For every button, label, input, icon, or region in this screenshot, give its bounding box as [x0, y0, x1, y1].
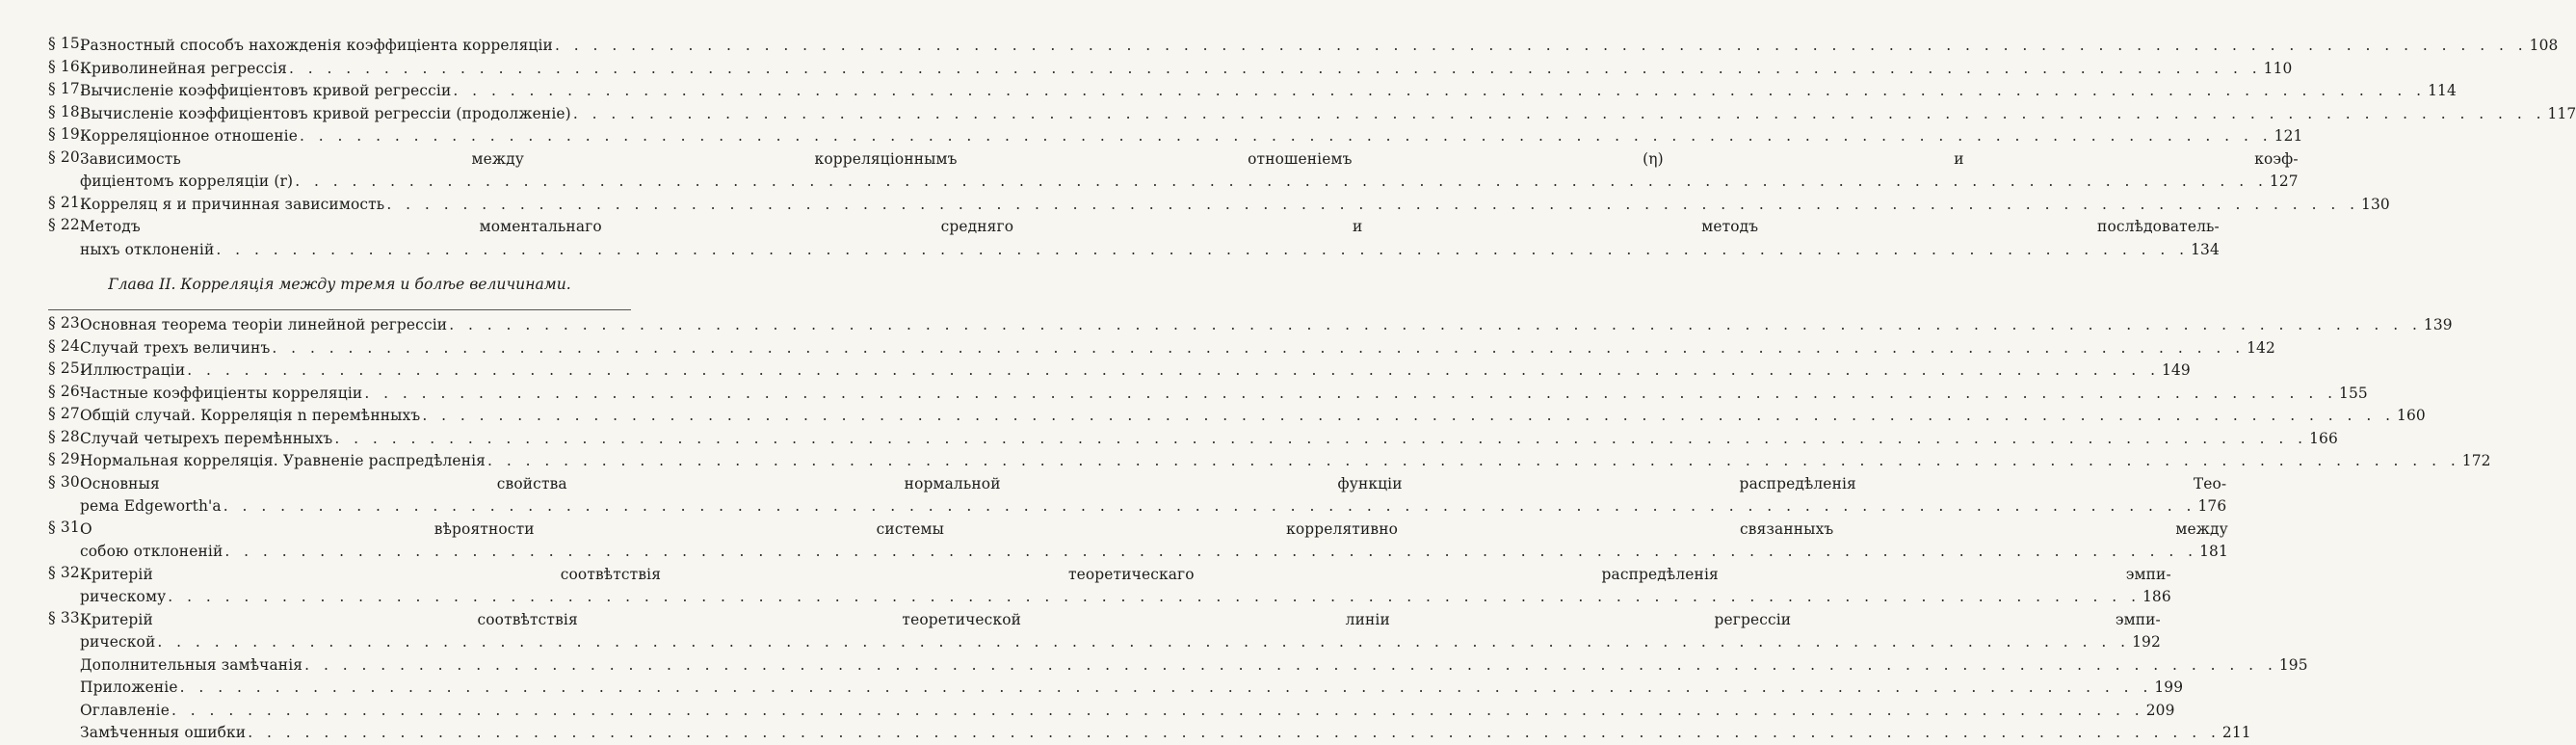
dot-leader	[272, 337, 2245, 360]
entry-line	[80, 405, 2426, 428]
entry-line	[80, 450, 2491, 473]
toc-entry[interactable]	[48, 80, 2457, 103]
page-number: 121	[2274, 127, 2303, 145]
toc-entry[interactable]	[48, 450, 2491, 473]
entry-body	[80, 194, 2390, 217]
entry-line	[80, 564, 2171, 587]
section-number: § 28.	[48, 427, 85, 445]
section-number: § 30.	[48, 472, 85, 491]
page-number: 127	[2269, 173, 2299, 190]
page-number: 199	[2154, 678, 2184, 696]
entry-title-line: Зависимость между корреляціоннымъ отношеніемъ (η) и коэф-	[80, 149, 2299, 168]
page-number: 110	[2263, 59, 2293, 77]
page-number: 114	[2428, 82, 2457, 99]
page-number: 108	[2529, 37, 2559, 54]
section-number: § 22.	[48, 216, 85, 233]
entry-line	[80, 519, 2228, 542]
section-number: § 18.	[48, 102, 85, 120]
dot-leader	[334, 428, 2307, 451]
entry-line	[80, 58, 2292, 81]
dot-leader	[449, 314, 2422, 337]
section-number: § 15.	[48, 35, 85, 52]
section-number	[48, 700, 80, 723]
entry-body	[80, 450, 2491, 473]
entry-title-line: Общій случай. Корреляція n перемѣнныхъ	[80, 407, 421, 424]
page-number: 192	[2132, 633, 2161, 651]
entry-line	[80, 35, 2559, 58]
entry-body	[80, 80, 2457, 103]
toc-list-chapter-1	[48, 35, 2576, 261]
entry-line	[80, 428, 2338, 451]
entry-body	[80, 677, 2183, 700]
section-number: § 24.	[48, 336, 85, 355]
entry-line	[80, 80, 2457, 103]
entry-line	[80, 239, 2220, 262]
page-number: 172	[2461, 452, 2491, 469]
entry-line	[80, 171, 2299, 194]
section-number: § 16.	[48, 57, 85, 75]
entry-title-line: Корреляціонное отношеніе	[80, 127, 298, 145]
toc-entry[interactable]	[48, 193, 2390, 217]
entry-body	[80, 700, 2175, 723]
toc-entry[interactable]	[48, 147, 2299, 194]
dot-leader	[168, 586, 2141, 609]
dot-leader	[216, 239, 2189, 262]
entry-title-line: Корреляц я и причинная зависимость	[80, 195, 385, 213]
entry-title-line: О вѣроятности системы коррелятивно связанныхъ между	[80, 519, 2228, 538]
entry-line	[80, 383, 2368, 406]
dot-leader	[422, 405, 2395, 428]
entry-title-line: Случай четырехъ перемѣнныхъ	[80, 429, 333, 447]
entry-title-line: ныхъ отклоненій	[80, 240, 215, 258]
toc-entry[interactable]	[48, 472, 2227, 519]
entry-title-line: Основныя свойства нормальной функціи распредѣленія Тео-	[80, 474, 2227, 492]
dot-leader	[555, 35, 2528, 58]
entry-body	[80, 58, 2292, 81]
entry-body	[80, 216, 2220, 261]
chapter-heading: Глава II. Корреляція между тремя и болѣе величинами.	[108, 276, 571, 293]
entry-body	[80, 722, 2251, 745]
entry-line	[80, 148, 2299, 172]
entry-title-line: Критерій соотвѣтствія теоретическаго распредѣленія эмпи-	[80, 565, 2171, 583]
entry-line	[80, 314, 2453, 337]
dot-leader	[223, 495, 2196, 519]
entry-line	[80, 495, 2226, 519]
section-number	[48, 722, 80, 745]
entry-body	[80, 337, 2275, 360]
toc-entry[interactable]	[48, 57, 2293, 81]
dot-leader	[300, 125, 2273, 148]
toc-entry[interactable]	[48, 314, 2453, 337]
entry-title-line: Приложеніе	[80, 678, 178, 696]
entry-body	[80, 654, 2308, 678]
dot-leader	[171, 700, 2144, 723]
dot-leader	[224, 541, 2197, 564]
toc-entry[interactable]	[48, 722, 2251, 745]
entry-line	[80, 103, 2576, 126]
section-number: § 31.	[48, 518, 85, 536]
entry-title-line: фиціентомъ корреляціи (r)	[80, 173, 294, 190]
entry-line	[80, 700, 2175, 723]
entry-body	[80, 383, 2368, 406]
entry-title-line: Методъ моментальнаго средняго и методъ послѣдователь-	[80, 218, 2220, 235]
entry-line	[80, 359, 2191, 383]
section-number: § 29.	[48, 450, 85, 467]
page-number: 209	[2145, 701, 2175, 719]
page-number: 134	[2191, 240, 2220, 258]
section-number: § 26.	[48, 382, 85, 400]
page-number: 130	[2361, 195, 2390, 213]
section-number	[48, 654, 80, 678]
entry-title-line: Нормальная корреляція. Уравненіе распредѣленія	[80, 452, 486, 469]
toc-entry[interactable]	[48, 654, 2308, 678]
entry-title-line: Случай трехъ величинъ	[80, 338, 271, 357]
toc-entry[interactable]	[48, 336, 2275, 360]
entry-line	[80, 125, 2302, 148]
entry-body	[80, 103, 2576, 126]
page-number: 166	[2309, 429, 2338, 447]
entry-body	[80, 125, 2302, 148]
entry-line	[80, 586, 2171, 609]
entry-body	[80, 35, 2559, 58]
page-number: 195	[2278, 655, 2308, 674]
page-number: 176	[2197, 497, 2227, 515]
divider	[48, 309, 631, 310]
dot-leader	[364, 383, 2337, 406]
dot-leader	[157, 631, 2130, 654]
dot-leader	[453, 80, 2426, 103]
page-number: 211	[2221, 724, 2251, 741]
entry-title-line: собою отклоненій	[80, 543, 223, 560]
toc-entry[interactable]	[48, 518, 2228, 564]
entry-line	[80, 216, 2220, 239]
toc-entry[interactable]	[48, 216, 2220, 261]
entry-line	[80, 654, 2308, 678]
entry-title-line: Иллюстраціи	[80, 361, 186, 379]
section-number: § 17.	[48, 80, 85, 97]
section-number: § 20.	[48, 147, 85, 166]
toc-entry[interactable]	[48, 427, 2338, 451]
entry-line	[80, 631, 2161, 654]
entry-title-line: Разностный способъ нахожденія коэффиціента корреляціи	[80, 37, 553, 54]
entry-line	[80, 677, 2183, 700]
entry-line	[80, 194, 2390, 217]
page-number: 139	[2423, 316, 2453, 333]
toc-entry[interactable]	[48, 35, 2559, 58]
dot-leader	[187, 359, 2160, 383]
toc-entry[interactable]	[48, 677, 2184, 700]
page-number: 155	[2339, 384, 2368, 402]
section-number: § 32.	[48, 563, 85, 581]
section-number: § 33.	[48, 608, 85, 626]
dot-leader	[573, 103, 2546, 126]
section-number: § 23.	[48, 314, 85, 332]
toc-entry[interactable]	[48, 359, 2191, 383]
entry-title-line: Частные коэффиціенты корреляціи	[80, 384, 363, 402]
section-number: § 27.	[48, 405, 85, 422]
page-number: 117	[2547, 104, 2576, 122]
dot-leader	[304, 654, 2277, 678]
toc-list-chapter-2	[48, 314, 2491, 745]
section-number: § 21.	[48, 193, 85, 211]
entry-body	[80, 314, 2453, 337]
entry-line	[80, 722, 2251, 745]
dot-leader	[289, 58, 2262, 81]
page-number: 149	[2161, 361, 2191, 379]
toc-entry[interactable]	[48, 125, 2303, 148]
entry-body	[80, 473, 2226, 519]
entry-title-line: рема Edgeworth'а	[80, 497, 222, 515]
toc-entry[interactable]	[48, 405, 2426, 428]
dot-leader	[386, 194, 2359, 217]
entry-line	[80, 473, 2226, 496]
toc-entry[interactable]	[48, 382, 2368, 406]
page-number: 160	[2397, 407, 2426, 424]
entry-line	[80, 609, 2161, 632]
entry-title-line: Замѣченныя ошибки	[80, 724, 247, 741]
section-number: § 25.	[48, 359, 85, 377]
entry-body	[80, 405, 2426, 428]
toc-entry[interactable]	[48, 563, 2171, 609]
toc-entry[interactable]	[48, 608, 2161, 654]
entry-body	[80, 148, 2299, 194]
entry-body	[80, 564, 2171, 609]
entry-body	[80, 609, 2161, 654]
page-number: 142	[2247, 338, 2275, 357]
dot-leader	[487, 450, 2460, 473]
entry-line	[80, 337, 2275, 360]
section-number	[48, 677, 80, 700]
page-number: 186	[2142, 588, 2171, 605]
entry-title-line: Критерій соотвѣтствія теоретической линіи регрессіи эмпи-	[80, 610, 2161, 628]
entry-title-line: Криволинейная регрессія	[80, 59, 287, 77]
section-number: § 19.	[48, 125, 85, 143]
entry-title-line: рическому	[80, 588, 167, 605]
entry-title-line: Вычисленіе коэффиціентовъ кривой регрессіи (продолженіе)	[80, 104, 571, 122]
table-of-contents	[48, 35, 2576, 745]
entry-title-line: Вычисленіе коэффиціентовъ кривой регрессіи	[80, 82, 452, 99]
entry-title-line: Основная теорема теоріи линейной регрессіи	[80, 316, 448, 333]
entry-title-line: рической	[80, 633, 156, 651]
entry-body	[80, 519, 2228, 564]
entry-body	[80, 428, 2338, 451]
toc-entry[interactable]	[48, 102, 2576, 126]
toc-entry[interactable]	[48, 700, 2175, 723]
entry-body	[80, 359, 2191, 383]
entry-title-line: Оглавленіе	[80, 701, 170, 719]
dot-leader	[248, 722, 2221, 745]
dot-leader	[295, 171, 2268, 194]
entry-title-line: Дополнительныя замѣчанія	[80, 655, 303, 674]
entry-line	[80, 541, 2228, 564]
page-number: 181	[2199, 543, 2228, 560]
dot-leader	[180, 677, 2153, 700]
